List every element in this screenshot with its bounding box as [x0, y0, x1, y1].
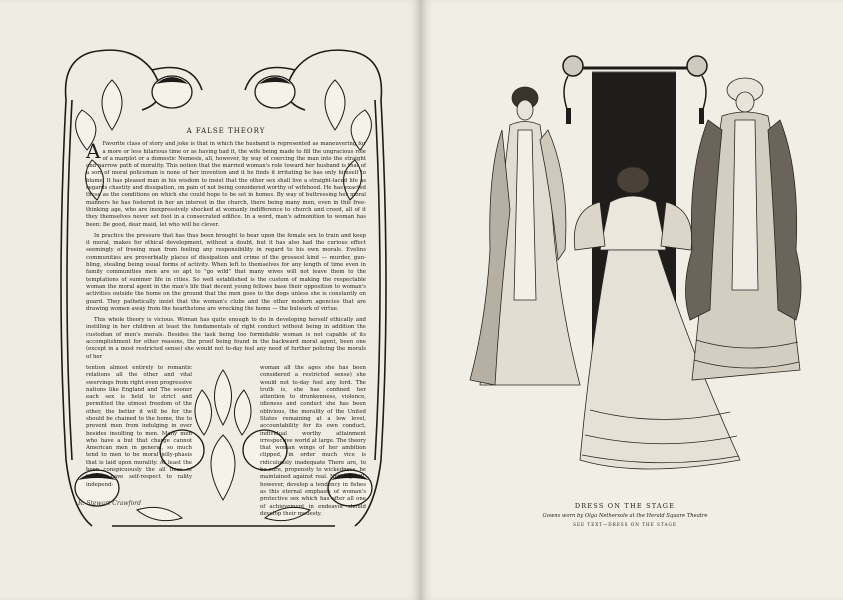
illustration-caption: [470, 502, 780, 527]
article: [86, 128, 366, 518]
gowns-illustration: [440, 50, 810, 490]
drop-cap: A: [86, 139, 101, 164]
article-paragraph: This whole theory is vicious. Woman has quite enough to do in developing herself ethically and instilling in her children at least the fundamentals of right conduct without being in addition the custodian of men's morals. Besides the task being too formidable woman is not capable of its accomplishment for other reasons, the proof being found in the backward moral agent, been one (except in a most restricted sense) she would not to-day feel any need of further policing the morals of her: [86, 317, 366, 360]
artist-signature: R. Stewart Crawford: [78, 500, 142, 507]
article-paragraph: In practice the pressure that has thus been brought to bear upon the female sex to train and keep it moral, makes for ethical development, without a doubt, but it has also had the curious effect seemingly of freeing man from feeling any responsibility in regard to his own morals. Evelins communities are proverbially places of dissipation and crime of the grossest kind — murder, gun-bling, stealing being usual forms of activity. When left to themselves for any length of time even in family communities men are so apt to "go wild" that many wives will not leave them to the temptations of summer life in cities. So well established is the custom of making the respectable woman the moral agent in the man's life that decent young fellows base their opposition to woman's activities outside the home on the ground that the men goes to the dogs unless she is constantly on guard. They pathetically insist that the woman's clubs and the other modern agencies that are drawing women away from the hearthstone are wrecking the home — the bulwark of virtue.: [86, 232, 366, 312]
article-title: A FALSE THEORY: [186, 127, 266, 135]
text-column-right: woman all the ages she has been considered a restricted sense) she would not to-day feel any lord. The truth is, she has confined her attention to drunkenness, violence, idleness and conduct she has been oblivious, the morality of the United States remaining at a low level, accountability for its own conduct, individual worthy attainment irrespective world at large. The theory that woman wings of her ambition clipped, in order much vice is ridiculously inadequate There are, to be sure, propensity to wickedness, be maintained against real. Nothing will, however, develop a tendency in fishes as this eternal emphasis of woman's protective sex which has after all one of achievement in endeavor should develop their modesty.: [260, 364, 367, 517]
left-page: [0, 0, 421, 600]
two-column-text: [86, 365, 366, 518]
text-column-left: tention almost entirely to romantic relations all the other and vital swervings from right even progressive nations like England and The sooner each sex is held to strict and permitted the utmost freedom of the other, the better it will be for the should be chained to the home, the to prevent men from indulging in over besides insulting to men. Many men who have a but that charge cannot American men in general, so much tend to men to be moral jelly-phasis that is laid upon morality. At least the been conspicuously the all lines of human have self-respect to rality independ-: [86, 364, 192, 488]
caption-title: DRESS ON THE STAGE: [574, 502, 676, 510]
figure-left: [470, 87, 580, 385]
caption-reference: SEE TEXT—DRESS ON THE STAGE: [573, 522, 677, 527]
paragraph-text: Favorite class of story and joke is that in which the husband is represented as maneuvering for a more or less hilarious time or as having had it, the wife being made to fill the ungracious role of a marplot or a domestic Nemesis, all, however, by way of coercing the man into the straight and narrow path of morality. This notion that the married woman's role toward her husband is that of a sort of moral policeman is none of her invention and it he finds it irritating he has only himself to blame. It has pleased man in his wisdom to insist that the other sex shall live a straight-laced life as regards chastity and dissipation, on pain of not being considered worthy of wifehood. He has exacted these as the conditions on which she could hope to be set in homes. By way of buttressing her moral manners he has fostered in her an interest in the church, there being many men, even in this free-thinking age, who are inexpressively shocked at womanly indifference to church and creed, all of it they themselves never set foot in a consecrated edifice. In a word, man's admonition to woman has been: Be good, dear maid, let who will be clever.: [86, 141, 366, 228]
caption-subtitle: Gowns worn by Olga Nethersole at the Herald Square Theatre: [542, 513, 708, 519]
article-paragraph: [86, 141, 366, 229]
